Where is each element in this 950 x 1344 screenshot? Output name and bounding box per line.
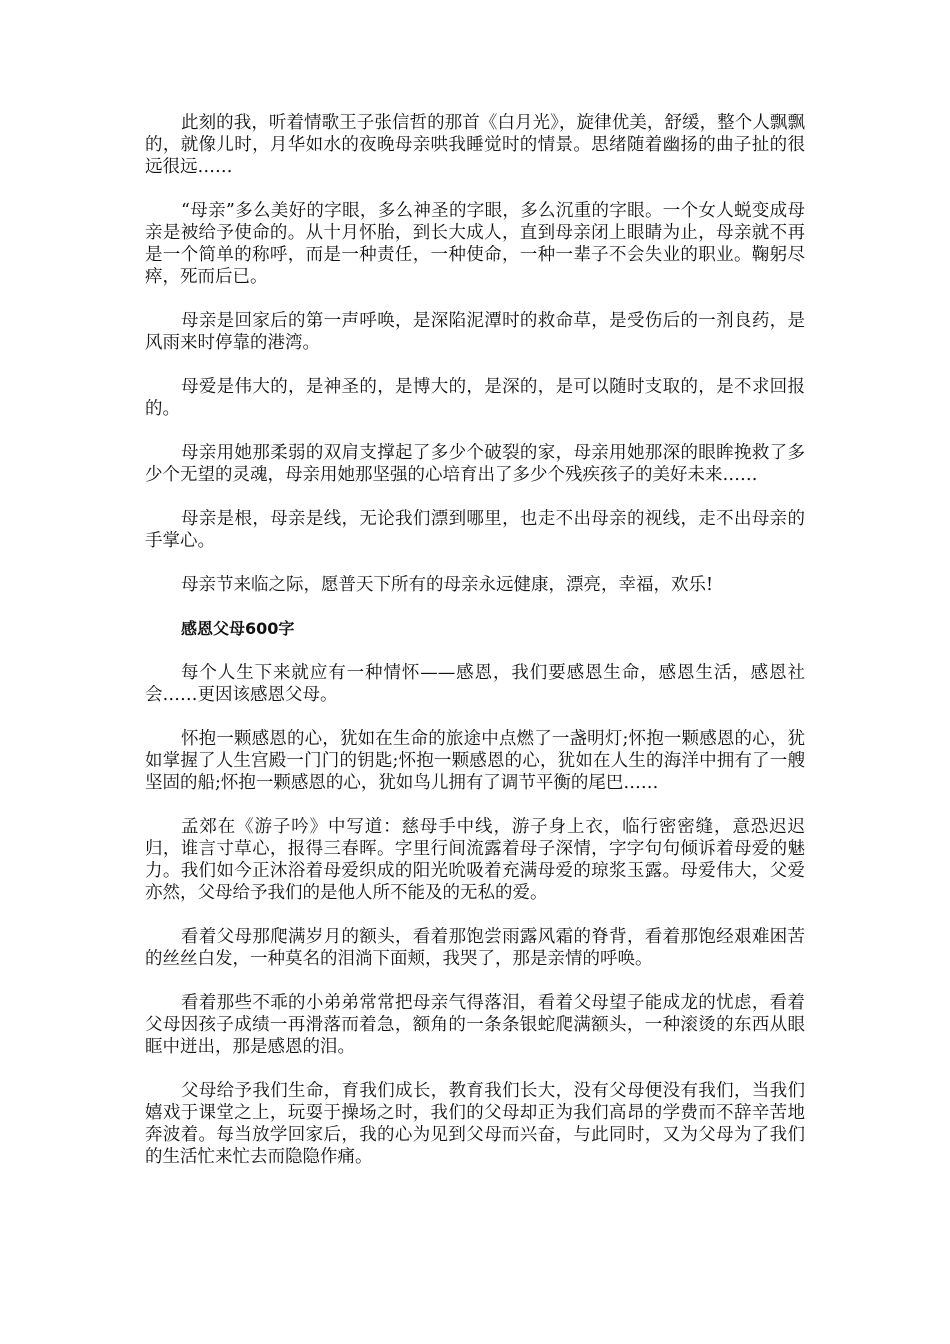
paragraph: 看着那些不乖的小弟弟常常把母亲气得落泪，看着父母望子能成龙的忧虑，看着父母因孩子成绩一再滑落而着急，额角的一条条银蛇爬满额头，一种滚烫的东西从眼眶中迸出，那是感恩的泪。 — [145, 993, 805, 1057]
paragraph: 母亲是根，母亲是线，无论我们漂到哪里，也走不出母亲的视线，走不出母亲的手掌心。 — [145, 509, 805, 551]
paragraph: 母亲是回家后的第一声呼唤，是深陷泥潭时的救命草，是受伤后的一剂良药，是风雨来时停靠的港湾。 — [145, 311, 805, 353]
paragraph: “母亲”多么美好的字眼，多么神圣的字眼，多么沉重的字眼。一个女人蜕变成母亲是被给予使命的。从十月怀胎，到长大成人，直到母亲闭上眼睛为止，母亲就不再是一个简单的称呼，而是一种责任，一种使命，一种一辈子不会失业的职业。鞠躬尽瘁，死而后已。 — [145, 201, 805, 287]
paragraph: 孟郊在《游子吟》中写道：慈母手中线，游子身上衣，临行密密缝，意恐迟迟归，谁言寸草心，报得三春晖。字里行间流露着母子深情，字字句句倾诉着母爱的魅力。我们如今正沐浴着母爱织成的阳光吮吸着充满母爱的琼浆玉露。母爱伟大，父爱亦然，父母给予我们的是他人所不能及的无私的爱。 — [145, 817, 805, 903]
paragraph: 母亲节来临之际，愿普天下所有的母亲永远健康，漂亮，幸福，欢乐! — [181, 575, 714, 595]
paragraph: 每个人生下来就应有一种情怀——感恩，我们要感恩生命，感恩生活，感恩社会……更因该感恩父母。 — [145, 663, 805, 705]
paragraph: 母爱是伟大的，是神圣的，是博大的，是深的，是可以随时支取的，是不求回报的。 — [145, 377, 805, 419]
document-body — [145, 112, 805, 1190]
paragraph: 看着父母那爬满岁月的额头，看着那饱尝雨露风霜的脊背，看着那饱经艰难困苦的丝丝白发，一种莫名的泪淌下面颊，我哭了，那是亲情的呼唤。 — [145, 927, 805, 969]
paragraph: 父母给予我们生命，育我们成长，教育我们长大，没有父母便没有我们，当我们嬉戏于课堂之上，玩耍于操场之时，我们的父母却正为我们高昂的学费而不辞辛苦地奔波着。每当放学回家后，我的心为见到父母而兴奋，与此同时，又为父母为了我们的生活忙来忙去而隐隐作痛。 — [145, 1081, 805, 1167]
paragraph: 母亲用她那柔弱的双肩支撑起了多少个破裂的家，母亲用她那深的眼眸挽救了多少个无望的灵魂，母亲用她那坚强的心培育出了多少个残疾孩子的美好未来…… — [145, 443, 805, 485]
paragraph: 怀抱一颗感恩的心，犹如在生命的旅途中点燃了一盏明灯;怀抱一颗感恩的心，犹如掌握了人生宫殿一门门的钥匙;怀抱一颗感恩的心，犹如在人生的海洋中拥有了一艘坚固的船;怀抱一颗感恩的心，犹如鸟儿拥有了调节平衡的尾巴…… — [145, 729, 805, 793]
section-heading: 感恩父母600字 — [181, 619, 295, 638]
paragraph: 此刻的我，听着情歌王子张信哲的那首《白月光》，旋律优美，舒缓，整个人飘飘的，就像儿时，月华如水的夜晚母亲哄我睡觉时的情景。思绪随着幽扬的曲子扯的很远很远…… — [145, 113, 805, 177]
